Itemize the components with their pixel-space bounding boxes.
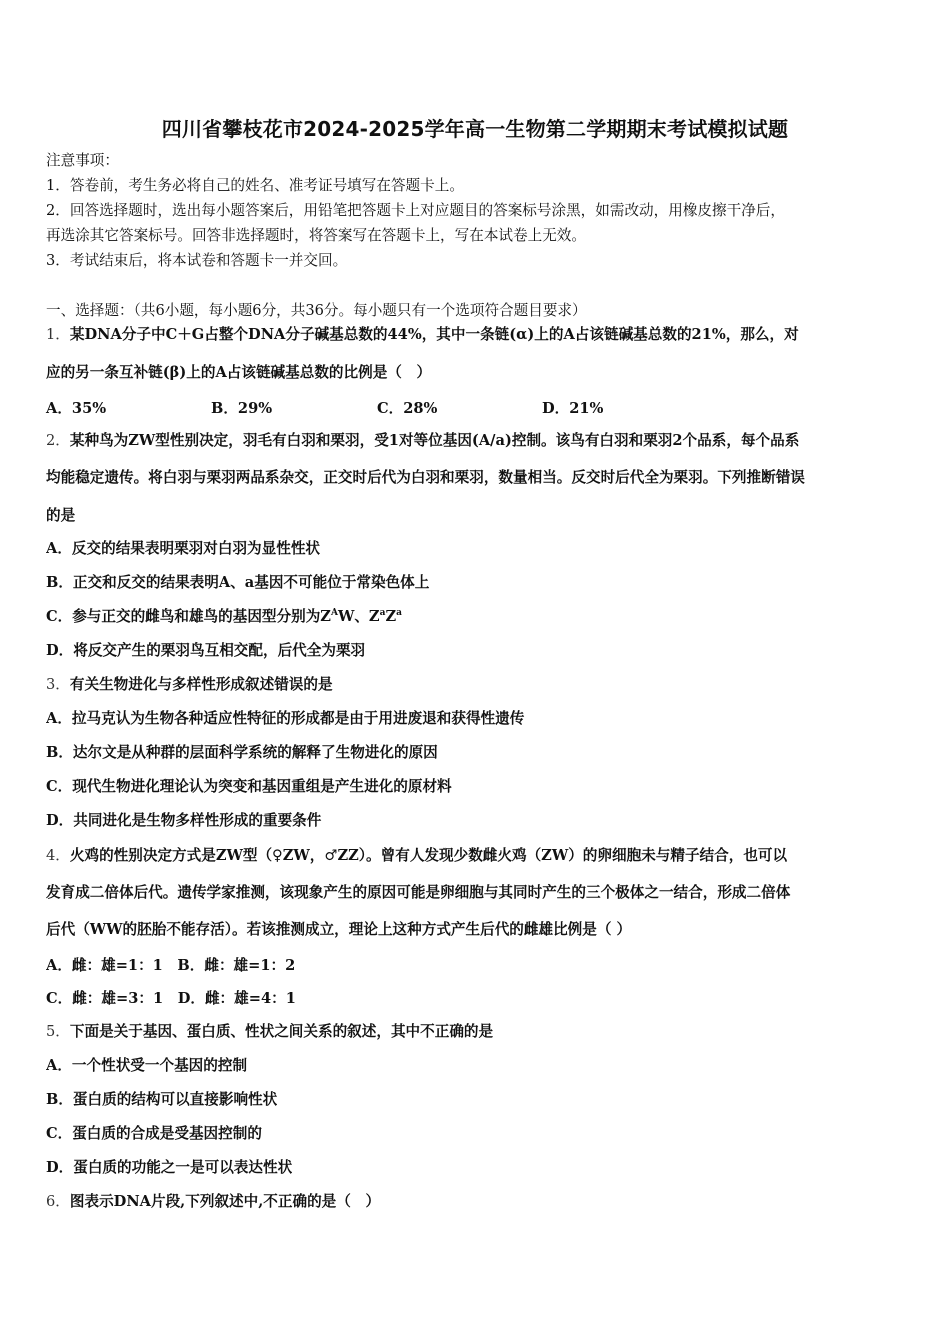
q5-number: 5． (46, 1023, 70, 1040)
notice-item-1: 1．答卷前，考生务必将自己的姓名、准考证号填写在答题卡上。 (46, 177, 464, 194)
q4-line-1 (46, 845, 908, 867)
q2-option-b: B．正交和反交的结果表明A、a基因不可能位于常染色体上 (46, 574, 430, 591)
q1-option-b: B．29% (211, 400, 273, 417)
q2-option-c: C．参与正交的雌鸟和雄鸟的基因型分别为$Z^AW$、$Z^aZ^a$ (46, 608, 402, 625)
q3-option-b: B．达尔文是从种群的层面科学系统的解释了生物进化的原因 (46, 744, 438, 761)
q2-line-2: 均能稳定遗传。将白羽与栗羽两品系杂交，正交时后代为白羽和栗羽，数量相当。反交时后代全为栗羽。下列推断错误 (46, 469, 805, 486)
q3-stem: 有关生物进化与多样性形成叙述错误的是 (69, 676, 333, 693)
q4-options-cd: C．雌：雄=3：1 D．雌：雄=4：1 (46, 990, 296, 1007)
q5-option-d: D．蛋白质的功能之一是可以表达性状 (46, 1159, 293, 1176)
q3-option-a: A．拉马克认为生物各种适应性特征的形成都是由于用进废退和获得性遗传 (46, 710, 525, 727)
q6-stem: 图表示DNA片段,下列叙述中,不正确的是（ ） (69, 1193, 381, 1210)
q6-number: 6． (46, 1193, 70, 1210)
q1-line-2: 应的另一条互补链(β)上的A占该链碱基总数的比例是（ ） (46, 364, 432, 381)
q5-option-c: C．蛋白质的合成是受基因控制的 (46, 1125, 262, 1142)
section-heading: 一、选择题：（共6小题，每小题6分，共36分。每小题只有一个选项符合题目要求） (46, 302, 587, 319)
q3-option-c: C．现代生物进化理论认为突变和基因重组是产生进化的原材料 (46, 778, 452, 795)
q2-option-a: A．反交的结果表明栗羽对白羽为显性性状 (46, 540, 321, 557)
notice-item-2-cont: 再选涂其它答案标号。回答非选择题时，将答案写在答题卡上，写在本试卷上无效。 (46, 227, 586, 244)
q4-options-ab: A．雌：雄=1：1 B．雌：雄=1：2 (46, 957, 296, 974)
q1-option-d: D．21% (542, 400, 604, 417)
q5-stem: 下面是关于基因、蛋白质、性状之间关系的叙述，其中不正确的是 (69, 1023, 494, 1040)
q3-number: 3． (46, 676, 70, 693)
q5-line-1 (46, 1021, 908, 1043)
q4-line-2: 发育成二倍体后代。遗传学家推测，该现象产生的原因可能是卵细胞与其同时产生的三个极体之一结合，形成二倍体 (46, 884, 791, 901)
notice-heading: 注意事项： (46, 152, 119, 169)
q3-option-d: D．共同进化是生物多样性形成的重要条件 (46, 812, 322, 829)
q1-stem: 某DNA分子中C＋G占整个DNA分子碱基总数的44%，其中一条链(α)上的A占该链碱基总数的21%，那么，对 (69, 326, 799, 343)
q1-option-c: C．28% (377, 400, 438, 417)
q2-line-1 (46, 430, 908, 452)
q5-option-b: B．蛋白质的结构可以直接影响性状 (46, 1091, 278, 1108)
q1-number: 1． (46, 326, 70, 343)
page-title: 四川省攀枝花市2024-2025学年高一生物第二学期期末考试模拟试题 (161, 117, 789, 141)
notice-item-3: 3．考试结束后，将本试卷和答题卡一并交回。 (46, 252, 348, 269)
notice-item-2: 2．回答选择题时，选出每小题答案后，用铅笔把答题卡上对应题目的答案标号涂黑，如需改动，用橡皮擦干净后， (46, 202, 785, 219)
q1-option-a: A．35% (46, 400, 107, 417)
q6-line-1 (46, 1191, 908, 1213)
q1-line-1 (46, 324, 908, 346)
q4-number: 4． (46, 847, 70, 864)
q4-line-3: 后代（WW的胚胎不能存活）。若该推测成立，理论上这种方式产生后代的雌雄比例是（ ） (46, 921, 632, 938)
q5-option-a: A．一个性状受一个基因的控制 (46, 1057, 248, 1074)
q4-stem: 火鸡的性别决定方式是ZW型（♀ZW，♂ZZ）。曾有人发现少数雌火鸡（ZW）的卵细胞未与精子结合，也可以 (69, 847, 788, 864)
q2-line-3: 的是 (46, 507, 76, 524)
q2-number: 2． (46, 432, 70, 449)
q3-line-1 (46, 674, 908, 696)
q2-option-d: D．将反交产生的栗羽鸟互相交配，后代全为栗羽 (46, 642, 366, 659)
q2-stem: 某种鸟为ZW型性别决定，羽毛有白羽和栗羽，受1对等位基因(A/a)控制。该鸟有白羽和栗羽2个品系，每个品系 (69, 432, 800, 449)
